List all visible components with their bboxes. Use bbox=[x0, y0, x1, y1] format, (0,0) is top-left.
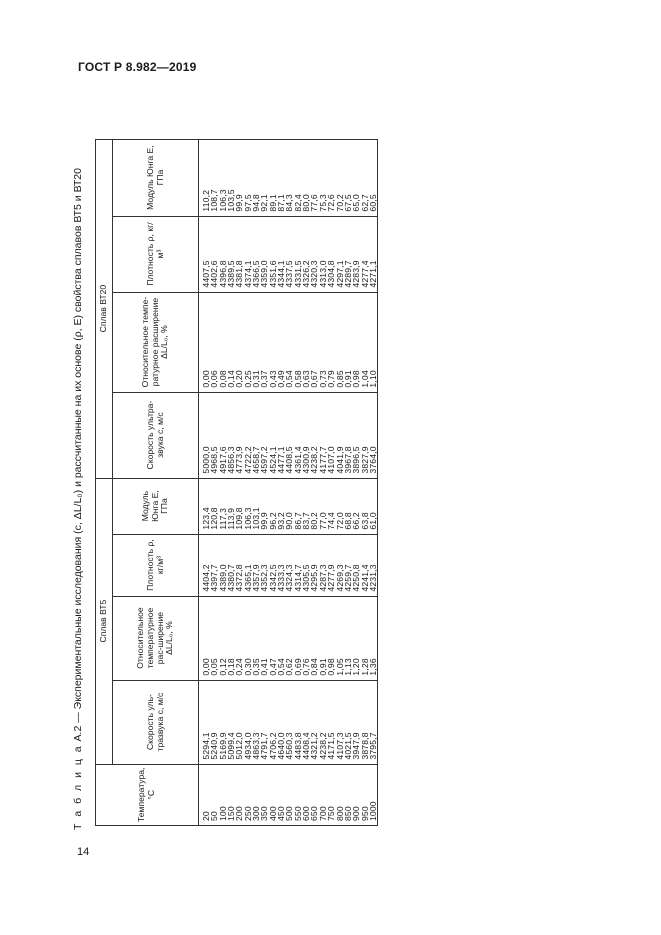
table-cell: 106,3 bbox=[217, 189, 228, 212]
table-caption-label: Т а б л и ц а bbox=[72, 744, 84, 830]
table-cell: 4640,0 bbox=[276, 732, 287, 760]
table-cell: 4361,4 bbox=[292, 446, 303, 474]
table-cell: 5099,4 bbox=[226, 732, 237, 760]
table-cell: 4287,3 bbox=[317, 564, 328, 592]
table-cell: 450 bbox=[276, 806, 287, 821]
table-cell: 0,14 bbox=[226, 370, 237, 388]
table-cell: 0,98 bbox=[351, 370, 362, 388]
table-cell: 1,05 bbox=[334, 658, 345, 676]
table-cell: 4337,5 bbox=[284, 260, 295, 288]
table-cell: 4271,1 bbox=[367, 260, 378, 288]
table-cell: 300 bbox=[251, 806, 262, 821]
table-cell: 0,30 bbox=[242, 658, 253, 676]
table-cell: 0,24 bbox=[234, 658, 245, 676]
table-cell: 400 bbox=[267, 806, 278, 821]
table-cell: 4773,9 bbox=[234, 446, 245, 474]
table-cell: 0,91 bbox=[342, 370, 353, 388]
table-cell: 97,5 bbox=[242, 194, 253, 212]
table-cell: 61,0 bbox=[367, 512, 378, 530]
table-cell: 4041,9 bbox=[334, 446, 345, 474]
col-header-temperature: Температура, °С bbox=[96, 764, 199, 825]
table-cell: 4404,2 bbox=[201, 564, 211, 592]
table-cell: 5000,0 bbox=[201, 446, 211, 474]
table-cell: 0,91 bbox=[317, 658, 328, 676]
table-cell: 62,7 bbox=[359, 194, 370, 212]
table-cell: 93,2 bbox=[276, 512, 287, 530]
table-cell: 950 bbox=[359, 806, 370, 821]
table-cell: 103,5 bbox=[226, 189, 237, 212]
rotated-table-block bbox=[70, 70, 590, 830]
col-header-vt20-expansion: Относительное темпе-ратурное расширение ΔL/L₀, % bbox=[113, 292, 199, 392]
table-cell: 4359,0 bbox=[259, 260, 270, 288]
table-cell: 4968,5 bbox=[209, 446, 220, 474]
table-cell: 117,3 bbox=[217, 507, 228, 530]
table-cell: 20 bbox=[201, 811, 211, 821]
table-cell: 4917,6 bbox=[217, 446, 228, 474]
table-cell: 4295,9 bbox=[309, 564, 320, 592]
table-cell: 0,47 bbox=[267, 658, 278, 676]
table-cell: 4324,3 bbox=[284, 564, 295, 592]
table-cell: 0,84 bbox=[309, 658, 320, 676]
table-cell: 72,6 bbox=[326, 194, 337, 212]
column-vt5-speed bbox=[199, 680, 378, 764]
table-cell: 4342,5 bbox=[267, 564, 278, 592]
table-cell: 87,1 bbox=[276, 194, 287, 212]
table-cell: 4477,1 bbox=[276, 446, 287, 474]
table-cell: 0,41 bbox=[259, 658, 270, 676]
table-cell: 4402,6 bbox=[209, 260, 220, 288]
table-cell: 3764,0 bbox=[367, 446, 378, 474]
column-vt5-modulus bbox=[199, 478, 378, 534]
table-cell: 0,35 bbox=[251, 658, 262, 676]
table-cell: 4374,1 bbox=[242, 260, 253, 288]
table-cell: 1,13 bbox=[342, 658, 353, 676]
table-cell: 4344,1 bbox=[276, 260, 287, 288]
table-cell: 4277,9 bbox=[326, 564, 337, 592]
column-vt20-speed bbox=[199, 392, 378, 478]
table-cell: 4259,7 bbox=[342, 564, 353, 592]
table-cell: 4366,5 bbox=[251, 260, 262, 288]
col-header-vt20-speed: Скорость ультра-звука c, м/с bbox=[113, 392, 199, 478]
table-cell: 0,54 bbox=[276, 658, 287, 676]
table-cell: 500 bbox=[284, 806, 295, 821]
table-cell: 900 bbox=[351, 806, 362, 821]
table-cell: 0,76 bbox=[301, 658, 312, 676]
column-vt20-expansion bbox=[199, 292, 378, 392]
table-caption bbox=[72, 70, 84, 830]
table-cell: 0,43 bbox=[267, 370, 278, 388]
document-header: ГОСТ Р 8.982—2019 bbox=[78, 60, 197, 74]
table-cell: 4238,2 bbox=[317, 732, 328, 760]
table-cell: 4171,5 bbox=[326, 732, 337, 760]
col-header-vt5-expansion: Относительное температурное рас-ширение ΔL/L₀, % bbox=[113, 596, 199, 680]
table-cell: 4408,4 bbox=[301, 732, 312, 760]
table-cell: 113,9 bbox=[226, 507, 237, 530]
table-cell: 4408,5 bbox=[284, 446, 295, 474]
table-cell: 0,62 bbox=[284, 658, 295, 676]
table-cell: 3827,9 bbox=[359, 446, 370, 474]
table-cell: 100 bbox=[217, 806, 228, 821]
table-cell: 0,12 bbox=[217, 658, 228, 676]
table-cell: 0,69 bbox=[292, 658, 303, 676]
table-cell: 4314,7 bbox=[292, 564, 303, 592]
table-cell: 4365,1 bbox=[242, 564, 253, 592]
table-cell: 350 bbox=[259, 806, 270, 821]
table-cell: 68,8 bbox=[342, 512, 353, 530]
table-cell: 1,20 bbox=[351, 658, 362, 676]
table-cell: 0,37 bbox=[259, 370, 270, 388]
col-header-vt5-density: Плотность ρ, кг/м³ bbox=[113, 534, 199, 596]
table-cell: 84,3 bbox=[284, 194, 295, 212]
table-cell: 4407,5 bbox=[201, 260, 211, 288]
table-cell: 700 bbox=[317, 806, 328, 821]
table-cell: 4283,9 bbox=[351, 260, 362, 288]
table-cell: 75,3 bbox=[317, 194, 328, 212]
table-cell: 0,49 bbox=[276, 370, 287, 388]
table-cell: 4313,0 bbox=[317, 260, 328, 288]
table-cell: 0,20 bbox=[234, 370, 245, 388]
column-vt20-modulus bbox=[199, 139, 378, 216]
table-cell: 66,2 bbox=[351, 512, 362, 530]
table-cell: 4352,3 bbox=[259, 564, 270, 592]
table-cell: 82,4 bbox=[292, 194, 303, 212]
table-cell: 1,10 bbox=[367, 370, 378, 388]
table-cell: 4331,5 bbox=[292, 260, 303, 288]
table-cell: 650 bbox=[309, 806, 320, 821]
table-cell: 4396,8 bbox=[217, 260, 228, 288]
table-cell: 109,8 bbox=[234, 507, 245, 530]
table-cell: 108,7 bbox=[209, 189, 220, 212]
col-header-vt20-density: Плотность ρ, кг/м³ bbox=[113, 216, 199, 292]
table-cell: 4483,8 bbox=[292, 732, 303, 760]
table-cell: 3795,7 bbox=[367, 732, 378, 760]
table-cell: 94,8 bbox=[251, 194, 262, 212]
column-temperature bbox=[199, 764, 378, 825]
table-cell: 4326,2 bbox=[301, 260, 312, 288]
table-cell: 4107,3 bbox=[334, 732, 345, 760]
table-cell: 4289,7 bbox=[342, 260, 353, 288]
table-cell: 99,9 bbox=[259, 512, 270, 530]
column-vt20-density bbox=[199, 216, 378, 292]
group-header-vt5: Сплав ВТ5 bbox=[96, 478, 113, 764]
table-cell: 50 bbox=[209, 811, 220, 821]
table-cell: 4177,7 bbox=[317, 446, 328, 474]
table-cell: 4304,8 bbox=[326, 260, 337, 288]
col-header-vt5-speed: Скорость уль-тразвука c, м/с bbox=[113, 680, 199, 764]
table-cell: 4321,2 bbox=[309, 732, 320, 760]
table-cell: 4021,5 bbox=[342, 732, 353, 760]
page-number: 14 bbox=[77, 846, 90, 858]
table-cell: 80,2 bbox=[309, 512, 320, 530]
table-cell: 67,5 bbox=[342, 194, 353, 212]
table-cell: 800 bbox=[334, 806, 345, 821]
table-cell: 4372,8 bbox=[234, 564, 245, 592]
table-cell: 5240,9 bbox=[209, 732, 220, 760]
table-cell: 3967,8 bbox=[342, 446, 353, 474]
table-cell: 200 bbox=[234, 806, 245, 821]
table-cell: 0,18 bbox=[226, 658, 237, 676]
table-cell: 0,67 bbox=[309, 370, 320, 388]
table-cell: 1000 bbox=[367, 801, 378, 821]
table-cell: 4524,1 bbox=[267, 446, 278, 474]
table-cell: 4863,3 bbox=[251, 732, 262, 760]
table-cell: 5294,1 bbox=[201, 732, 211, 760]
table-cell: 4333,3 bbox=[276, 564, 287, 592]
table-cell: 99,9 bbox=[234, 194, 245, 212]
table-cell: 850 bbox=[342, 806, 353, 821]
table-cell: 77,6 bbox=[309, 194, 320, 212]
table-cell: 4305,5 bbox=[301, 564, 312, 592]
table-cell: 250 bbox=[242, 806, 253, 821]
table-cell: 106,3 bbox=[242, 507, 253, 530]
table-cell: 4560,3 bbox=[284, 732, 295, 760]
table-cell: 0,54 bbox=[284, 370, 295, 388]
table-cell: 4297,1 bbox=[334, 260, 345, 288]
table-cell: 4351,6 bbox=[267, 260, 278, 288]
table-cell: 3878,8 bbox=[359, 732, 370, 760]
table-cell: 4934,0 bbox=[242, 732, 253, 760]
column-vt5-expansion bbox=[199, 596, 378, 680]
table-cell: 0,08 bbox=[217, 370, 228, 388]
table-cell: 750 bbox=[326, 806, 337, 821]
table-cell: 3896,5 bbox=[351, 446, 362, 474]
table-cell: 4277,4 bbox=[359, 260, 370, 288]
table-cell: 4250,8 bbox=[351, 564, 362, 592]
table-cell: 600 bbox=[301, 806, 312, 821]
table-cell: 77,0 bbox=[317, 512, 328, 530]
table-cell: 92,1 bbox=[259, 194, 270, 212]
table-cell: 0,05 bbox=[209, 658, 220, 676]
table-cell: 89,1 bbox=[267, 194, 278, 212]
table-cell: 0,25 bbox=[242, 370, 253, 388]
table-cell: 4231,3 bbox=[367, 564, 378, 592]
table-cell: 5169,9 bbox=[217, 732, 228, 760]
table-body-row bbox=[199, 139, 378, 825]
table-cell: 4357,9 bbox=[251, 564, 262, 592]
table-cell: 4381,8 bbox=[234, 260, 245, 288]
table-cell: 110,2 bbox=[201, 189, 211, 212]
table-cell: 0,31 bbox=[251, 370, 262, 388]
table-cell: 0,58 bbox=[292, 370, 303, 388]
table-cell: 65,0 bbox=[351, 194, 362, 212]
group-header-vt20: Сплав ВТ20 bbox=[96, 139, 113, 478]
table-cell: 4269,3 bbox=[334, 564, 345, 592]
table-cell: 4856,3 bbox=[226, 446, 237, 474]
table-cell: 0,00 bbox=[201, 658, 211, 676]
table-cell: 123,4 bbox=[201, 507, 211, 530]
table-cell: 0,63 bbox=[301, 370, 312, 388]
table-cell: 83,7 bbox=[301, 512, 312, 530]
table-cell: 4300,9 bbox=[301, 446, 312, 474]
table-cell: 1,04 bbox=[359, 370, 370, 388]
table-cell: 4380,7 bbox=[226, 564, 237, 592]
table-cell: 4706,2 bbox=[267, 732, 278, 760]
table-cell: 1,28 bbox=[359, 658, 370, 676]
table-cell: 80,0 bbox=[301, 194, 312, 212]
table-cell: 4791,7 bbox=[259, 732, 270, 760]
table-cell: 4658,7 bbox=[251, 446, 262, 474]
table-cell: 4597,2 bbox=[259, 446, 270, 474]
table-cell: 4238,2 bbox=[309, 446, 320, 474]
table-cell: 0,06 bbox=[209, 370, 220, 388]
table-cell: 0,85 bbox=[334, 370, 345, 388]
table-cell: 120,8 bbox=[209, 507, 220, 530]
col-header-vt5-modulus: Модуль Юнга E, ГПа bbox=[113, 478, 199, 534]
properties-table bbox=[95, 139, 378, 826]
col-header-vt20-modulus: Модуль Юнга E, ГПа bbox=[113, 139, 199, 216]
table-cell: 4397,7 bbox=[209, 564, 220, 592]
table-cell: 1,36 bbox=[367, 658, 378, 676]
column-vt5-density bbox=[199, 534, 378, 596]
table-cell: 4722,2 bbox=[242, 446, 253, 474]
table-cell: 4389,5 bbox=[226, 260, 237, 288]
table-cell: 60,5 bbox=[367, 194, 378, 212]
table-cell: 90,0 bbox=[284, 512, 295, 530]
table-cell: 4107,0 bbox=[326, 446, 337, 474]
table-cell: 0,79 bbox=[326, 370, 337, 388]
table-cell: 4320,3 bbox=[309, 260, 320, 288]
table-cell: 4241,4 bbox=[359, 564, 370, 592]
table-cell: 96,2 bbox=[267, 512, 278, 530]
table-cell: 0,73 bbox=[317, 370, 328, 388]
table-cell: 3947,9 bbox=[351, 732, 362, 760]
table-caption-text: А.2 — Экспериментальные исследования (c, ΔL/L₀) и рассчитанные на их основе (ρ, E) свойства сплавов ВТ5 и ВТ20 bbox=[72, 168, 84, 742]
table-cell: 70,2 bbox=[334, 194, 345, 212]
table-cell: 5012,0 bbox=[234, 732, 245, 760]
table-cell: 72,0 bbox=[334, 512, 345, 530]
table-cell: 103,1 bbox=[251, 507, 262, 530]
table-cell: 4389,0 bbox=[217, 564, 228, 592]
table-cell: 63,8 bbox=[359, 512, 370, 530]
table-cell: 150 bbox=[226, 806, 237, 821]
table-cell: 74,4 bbox=[326, 512, 337, 530]
table-cell: 0,00 bbox=[201, 370, 211, 388]
table-cell: 0,98 bbox=[326, 658, 337, 676]
table-cell: 86,7 bbox=[292, 512, 303, 530]
table-cell: 550 bbox=[292, 806, 303, 821]
